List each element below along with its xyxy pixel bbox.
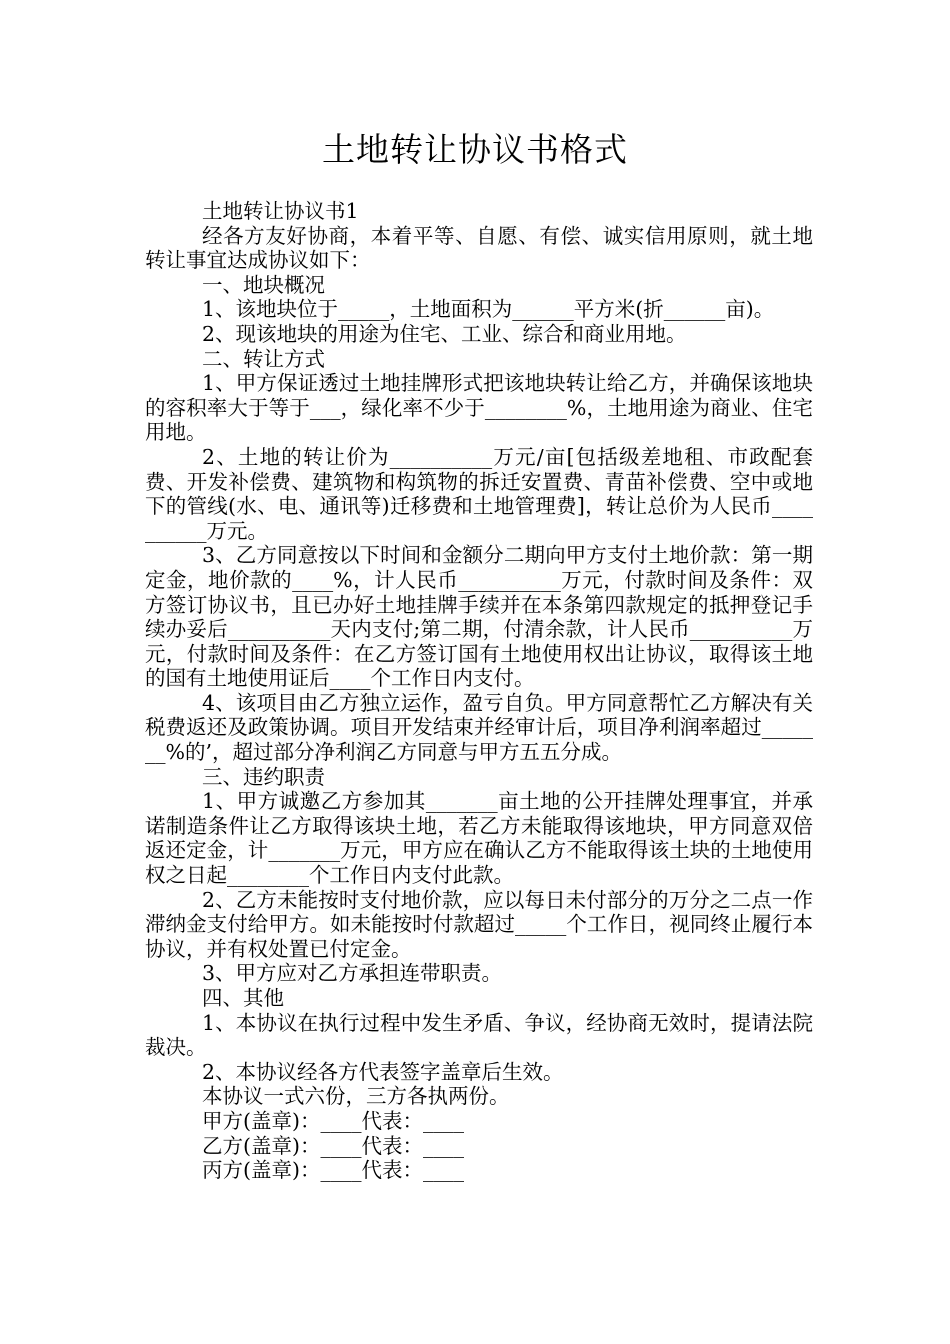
agreement-heading: 土地转让协议书1: [202, 199, 359, 223]
copies-paragraph: 本协议一式六份，三方各执两份。: [202, 1084, 510, 1109]
clause-paragraph: 2、乙方未能按时支付地价款，应以每日未付部分的万分之二点一作滞纳金支付给甲方。如未能按时付款超过_____个工作日，视同终止履行本协议，并有权处置已付定金。: [145, 887, 813, 961]
clause-paragraph: 1、该地块位于_____，土地面积为______平方米(折______亩)。: [202, 297, 775, 322]
preamble-paragraph: 经各方友好协商，本着平等、自愿、有偿、诚实信用原则，就土地转让事宜达成协议如下：: [145, 223, 813, 273]
section-heading-transfer-method: 二、转让方式: [202, 346, 325, 371]
clause-paragraph: 1、甲方保证透过土地挂牌形式把该地块转让给乙方，并确保该地块的容积率大于等于___，绿化率不少于________%，土地用途为商业、住宅用地。: [145, 371, 813, 445]
section-heading-liability: 三、违约职责: [202, 764, 325, 789]
signature-line-party-b: 乙方(盖章)：____代表：____: [202, 1133, 464, 1158]
signature-line-party-c: 丙方(盖章)：____代表：____: [202, 1158, 464, 1183]
document-title: 土地转让协议书格式: [322, 130, 628, 169]
clause-paragraph: 1、本协议在执行过程中发生矛盾、争议，经协商无效时，提请法院裁决。: [145, 1010, 813, 1060]
clause-paragraph: 3、甲方应对乙方承担连带职责。: [202, 961, 503, 986]
section-heading-land-overview: 一、地块概况: [202, 272, 325, 297]
document-body: [145, 199, 813, 1183]
clause-paragraph: 3、乙方同意按以下时间和金额分二期向甲方支付土地价款：第一期定金，地价款的____%，计人民币__________万元，付款时间及条件：双方签订协议书，且已办好土地挂牌手续并在本条第四款规定的抵押登记手续办妥后__________天内支付;第二期，付清余款，计人民币__________万元，付款时间及条件：在乙方签订国有土地使用权出让协议，取得该土地的国有土地使用证后____个工作日内支付。: [145, 543, 813, 691]
clause-paragraph: 2、现该地块的用途为住宅、工业、综合和商业用地。: [202, 321, 687, 346]
clause-paragraph: 1、甲方诚邀乙方参加其_______亩土地的公开挂牌处理事宜，并承诺制造条件让乙方取得该块土地，若乙方未能取得该地块，甲方同意双倍返还定金，计_______万元，甲方应在确认乙方不能取得该土块的土地使用权之日起________个工作日内支付此款。: [145, 789, 813, 888]
clause-paragraph: 4、该项目由乙方独立运作，盈亏自负。甲方同意帮忙乙方解决有关税费返还及政策协调。项目开发结束并经审计后，项目净利润率超过_______%的’，超过部分净利润乙方同意与甲方五五分成。: [145, 690, 813, 765]
clause-paragraph: 2、本协议经各方代表签字盖章后生效。: [202, 1059, 564, 1084]
section-heading-other: 四、其他: [202, 986, 284, 1010]
clause-paragraph: 2、土地的转让价为__________万元/亩[包括级差地租、市政配套费、开发补偿费、建筑物和构筑物的拆迁安置费、青苗补偿费、空中或地下的管线(水、电、通讯等)迁移费和土地管理费]，转让总价为人民币__________万元。: [145, 444, 813, 543]
signature-line-party-a: 甲方(盖章)：____代表：____: [202, 1108, 464, 1133]
